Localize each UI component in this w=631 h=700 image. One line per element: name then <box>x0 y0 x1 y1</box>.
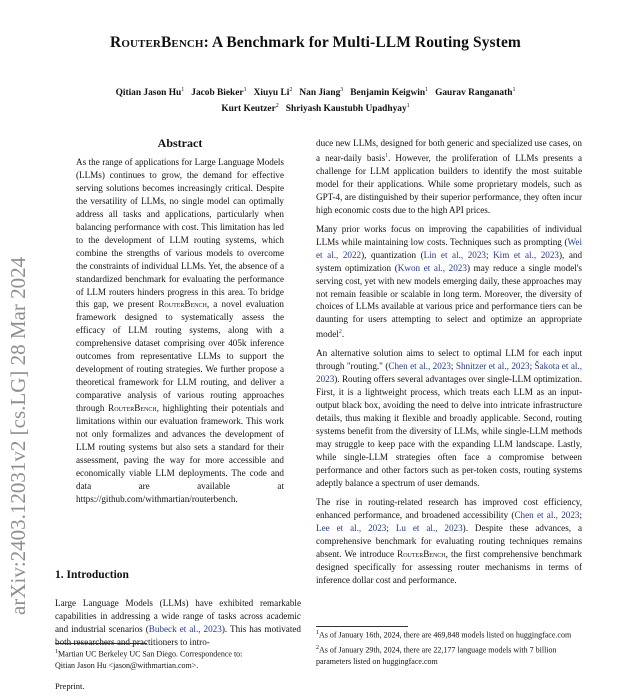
citation-link[interactable]: Chen et al., 2023 <box>388 361 451 372</box>
citation-link[interactable]: Wei et al., 2022 <box>316 236 582 260</box>
affiliation-line <box>55 647 305 660</box>
preprint-label: Preprint. <box>55 681 85 691</box>
author-affiliation: 1 <box>425 87 429 93</box>
title-system-name: RouterBench <box>110 34 204 51</box>
footnote-text: As of January 16th, 2024, there are 469,848 models listed on huggingface.com <box>319 630 572 640</box>
author-affiliation: 1 <box>406 103 410 110</box>
intro-text: ). This has motivated both researchers and practitioners to intro- <box>55 624 301 647</box>
body-text: ; <box>579 509 582 520</box>
correspondence-line: Qitian Jason Hu <jason@withmartian.com>. <box>55 660 199 670</box>
abstract-text: , highlighting their potentials and limitations within our evaluation framework. This work not only formalizes and advances the development of LLM routing systems but also sets a standard for their assessment, paving the way for more accessible and economically viable LLM deployments. The code and data are available at https://github.com/withmartian/routerbench. <box>76 403 284 504</box>
citation-link[interactable]: Lee et al., 2023 <box>316 522 387 533</box>
paper-title <box>40 34 591 52</box>
abstract-paragraph <box>76 156 284 506</box>
author: Benjamin Keigwin <box>350 88 426 99</box>
author: Qitian Jason Hu <box>115 88 182 99</box>
author: Xiuyu Li <box>253 88 290 99</box>
abstract-text: , a novel evaluation framework designed to systematically assess the efficacy of LLM routing systems, along with a comprehensive dataset comprising over 405k inference outcomes from representative LLMs to support the development of routing strategies. We further propose a theoretical framework for LLM routing, and deliver a comparative analysis of various routing approaches through <box>76 299 284 414</box>
author-affiliation: 1 <box>181 87 185 93</box>
body-text: ), and system optimization ( <box>316 249 583 273</box>
author-affiliation: 1 <box>512 87 516 93</box>
body-text: ; <box>529 361 535 372</box>
system-name: RouterBench <box>158 299 207 310</box>
body-text: An alternative solution aims to select to optimal LLM for each input through "routing." ( <box>316 348 582 372</box>
abstract-body <box>76 156 284 506</box>
footnote <box>316 643 582 667</box>
body-text: ). Despite these advances, a comprehensive benchmark for evaluating routing techniques remains absent. We introduce <box>316 522 582 559</box>
footnote-text: As of January 29th, 2024, there are 22,177 language models with 7 billion parameters listed on huggingface.com <box>316 646 557 666</box>
author-line-2 <box>70 100 561 116</box>
author-affiliation: 2 <box>275 103 279 110</box>
intro-paragraph <box>55 597 301 649</box>
author-line-1 <box>70 84 561 100</box>
title-rest: : A Benchmark for Multi-LLM Routing System <box>203 34 521 51</box>
footnote-divider <box>55 643 147 644</box>
affiliation-footnote <box>55 647 305 671</box>
body-text: ) may reduce a single model's serving cost, yet with new models emerging daily, these approaches may not remain feasible or scalable in long term. Moreover, the diversity of choices of LLMs available at various price and performance tiers can be daunting for users attempting to select and optimize an appropriate model <box>316 262 582 340</box>
abstract-heading: Abstract <box>157 136 203 150</box>
right-column-body <box>316 137 582 587</box>
author-list <box>70 84 561 116</box>
footnote-ref[interactable]: 1 <box>385 152 389 159</box>
body-text: . However, the proliferation of LLMs presents a challenge for LLM application builders to identify the most suitable model for their applications. While some proprietary models, such as GPT-4, are distinguished by their superior performance, they often incur high economic costs due to the high API prices. <box>316 153 582 215</box>
body-paragraph <box>316 496 582 587</box>
abstract-text: As the range of applications for Large Language Models (LLMs) continues to grow, the demand for effective serving solutions becomes increasingly critical. Despite the versatility of LLMs, no single model can optimally address all tasks and applications, particularly when balancing performance with cost. This limitation has led to the development of LLM routing systems, which combine the strengths of various models to overcome the constraints of individual LLMs. Yet, the absence of a standardized benchmark for evaluating the performance of LLM routers hinders progress in this area. To bridge this gap, we present <box>76 157 284 310</box>
citation-link[interactable]: Kwon et al., 2023 <box>397 262 467 273</box>
author-affiliation: 1 <box>243 87 247 93</box>
author: Nan Jiang <box>299 88 341 99</box>
citation-link[interactable]: Šakota et al., 2023 <box>316 361 582 385</box>
citation-link[interactable]: Kim et al., 2023 <box>493 249 559 260</box>
footnote-mark: 1 <box>55 649 58 655</box>
body-text: ). Routing offers several advantages over single-LLM optimization. First, it is a lightweight process, which treats each LLM as an input-output black box, avoiding the need to delve into intricate infrastructure details, thus making it flexible and broadly applicable. Second, routing systems benefit from the diversity of LLMs, while single-LLM methods may struggle to keep pace with the expanding LLM landscape. Lastly, while single-LLM strategies often face a compromise between performance and other factors such as per-token costs, routing systems adeptly balance a spectrum of user demands. <box>316 374 582 488</box>
body-text: ; <box>386 522 396 533</box>
citation-link[interactable]: Chen et al., 2023 <box>514 509 580 520</box>
author: Shriyash Kaustubh Upadhyay <box>285 104 407 115</box>
body-text: ), quantization ( <box>361 249 424 260</box>
arxiv-stamp: arXiv:2403.12031v2 [cs.LG] 28 Mar 2024 <box>6 256 30 615</box>
body-text: ; <box>450 361 456 372</box>
footnote-mark: 2 <box>316 645 319 652</box>
body-text: , the first comprehensive benchmark designed specifically for assessing router mechanisms in terms of inference dollar cost and performance. <box>316 548 582 585</box>
author-affiliation: 3 <box>340 87 344 93</box>
citation-link[interactable]: Bubeck et al., 2023 <box>148 624 222 635</box>
citation-link[interactable]: Shnitzer et al., 2023 <box>455 361 530 372</box>
footnote-ref[interactable]: 2 <box>338 329 342 336</box>
author: Kurt Keutzer <box>221 104 276 115</box>
body-paragraph <box>316 137 582 217</box>
citation-link[interactable]: Lu et al., 2023 <box>395 522 463 533</box>
footnote <box>316 628 582 641</box>
footnote-divider <box>316 626 408 627</box>
system-name: RouterBench <box>108 403 157 414</box>
author-affiliation: 2 <box>289 87 293 93</box>
section-heading-introduction: 1. Introduction <box>55 569 129 581</box>
body-text: The rise in routing-related research has improved cost efficiency, enhanced performance, and broadened accessibility ( <box>316 496 582 520</box>
right-footnotes <box>316 628 582 668</box>
body-text: duce new LLMs, designed for both generic and specialized use cases, on a near-daily basis <box>316 138 582 163</box>
body-paragraph <box>316 223 582 342</box>
author: Jacob Bieker <box>191 88 244 99</box>
body-text: ; <box>485 249 494 260</box>
system-name: RouterBench <box>397 548 446 559</box>
body-paragraph <box>316 347 582 489</box>
affiliation-text: Martian UC Berkeley UC San Diego. Correspondence to: <box>58 649 243 659</box>
citation-link[interactable]: Lin et al., 2023 <box>423 249 486 260</box>
footnote-mark: 1 <box>316 630 319 636</box>
intro-text: Large Language Models (LLMs) have exhibited remarkable capabilities in addressing a wide range of tasks across academic and industrial scenarios ( <box>55 598 301 635</box>
author: Gaurav Ranganath <box>435 88 513 99</box>
body-text: Many prior works focus on improving the capabilities of individual LLMs while maintaining low costs. Techniques such as prompting ( <box>316 223 582 247</box>
body-text: . <box>341 329 345 340</box>
